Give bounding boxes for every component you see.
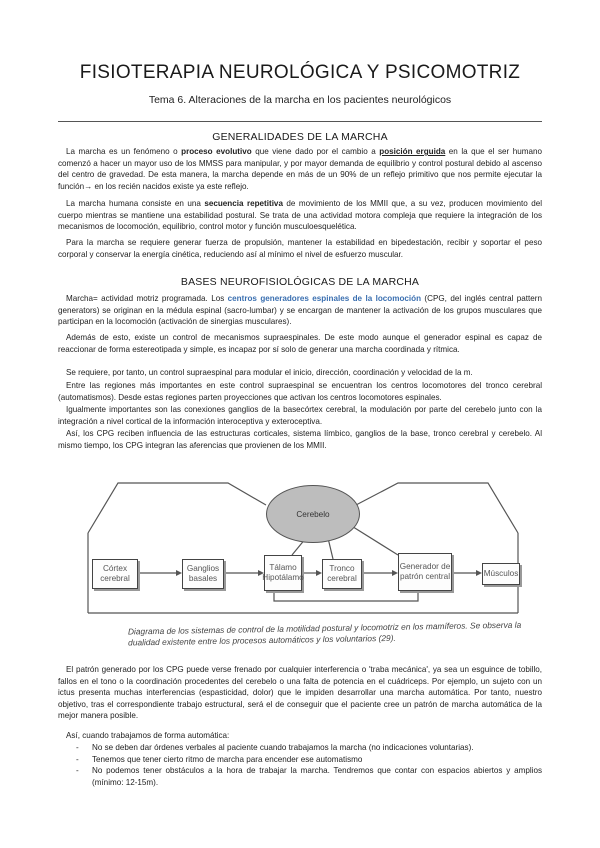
generator-label: Generador de patrón central — [399, 562, 451, 581]
paragraph: Se requiere, por tanto, un control supraespinal para modular el inicio, dirección, coordinación y velocidad de la m. — [66, 368, 473, 377]
paragraph: Marcha= actividad motriz programada. Los centros generadores espinales de la locomoción (CPG, del inglés central pattern generators) se originan en la médula espinal (sacro-lumbar) y se encargan de mantener la activación de los grupos musculares que participan en la locomoción (activación de sinergias musculares). — [58, 294, 542, 326]
paragraph: Igualmente importantes son las conexiones ganglios de la basecórtex cerebral, la modulación por parte del cerebelo junto con la integración a nivel cortical de la información interoceptiva y exteroceptiva. — [58, 405, 542, 426]
cerebellum-node — [266, 485, 360, 543]
cerebellum-label: Cerebelo — [296, 509, 330, 519]
paragraph: La marcha humana consiste en una secuencia repetitiva de movimiento de los MMII que, a su vez, producen movimiento del cuerpo mientras se mantiene una estabilidad postural. Se trata de una actividad motora compleja que requiere la integración de los mecanismos de locomoción, equilibrio, control motor y función musculoesquelética. — [58, 199, 543, 231]
list-item: - No se deben dar órdenes verbales al paciente cuando trabajamos la marcha (no indicaciones voluntarias). — [76, 743, 474, 752]
brainstem-node — [322, 559, 362, 589]
list-item: - Tenemos que tener cierto ritmo de marcha para encender ese automatismo — [76, 754, 363, 764]
paragraph: El patrón generado por los CPG puede verse frenado por cualquier interferencia o 'traba mecánica', ya sea un esguince de tobillo, fallos en el tono o la coordinación procedentes del cerebelo o una falta de potencia en el cuádriceps. Por ejemplo, un sujeto con un ictus presenta muchas interferencias (espasticidad, dolor) que le impiden desarrollar una marcha automática. Por tanto, nuestro objetivo, tras el correspondiente trabajo estructural, será el de conseguir que el paciente cree un patrón de marcha automática de la mejor manera posible. — [58, 665, 542, 720]
paragraph: Así, cuando trabajamos de forma automática: — [66, 731, 230, 740]
section-heading-bases: BASES NEUROFISIOLÓGICAS DE LA MARCHA — [180, 276, 420, 288]
muscles-node — [482, 563, 520, 585]
paragraph: La marcha es un fenómeno o proceso evolutivo que viene dado por el cambio a posición erguida en la que el ser humano comenzó a hacer un mayor uso de los MMSS para manipular, y por mayor demanda de equilibrio y control postural debido al ascenso del centro de gravedad. De esta manera, la marcha depende en más de un 90% de un reflejo primitivo que nos permite ejecutar la función→ en los recién nacidos existe ya este reflejo. — [58, 147, 542, 191]
muscles-label: Músculos — [483, 569, 519, 578]
list-item: - No podemos tener obstáculos a la hora de trabajar la marcha. Tendremos que contar con espacios abiertos y amplios (mínimo: 12-15m). — [76, 766, 542, 787]
brainstem-label: Tronco cerebral — [327, 564, 357, 583]
document-subtitle: Tema 6. Alteraciones de la marcha en los pacientes neurológicos — [148, 94, 452, 106]
paragraph: Así, los CPG reciben influencia de las estructuras corticales, sistema límbico, ganglios de la base, tronco cerebral y cerebelo. Al mismo tiempo, los CPG integran las aferencias que provienen de los MMII. — [58, 429, 542, 450]
thalamus-node — [264, 555, 302, 591]
outline-right — [356, 483, 518, 533]
paragraph: Entre las regiones más importantes en este control supraespinal se encuentran los centros locomotores del tronco cerebral (automatismos). Desde estas regiones parten proyecciones que activan los centros locomotores espinales. — [58, 381, 542, 402]
document-title: FISIOTERAPIA NEUROLÓGICA Y PSICOMOTRIZ — [79, 62, 521, 83]
ganglia-node — [182, 559, 224, 589]
automatic-work-list — [58, 742, 542, 788]
cortex-label: Córtex cerebral — [100, 564, 130, 583]
header-divider — [58, 121, 542, 122]
feedback-line — [274, 591, 418, 601]
generator-node — [398, 553, 452, 591]
cortex-node — [92, 559, 138, 589]
paragraph: Para la marcha se requiere generar fuerza de propulsión, mantener la estabilidad en bipedestación, recibir y soportar el peso corporal y conservar la energía cinética, reduciendo así al mínimo el nivel de esfuerzo muscular. — [58, 238, 542, 259]
outline-left — [88, 483, 266, 533]
figure-caption: Diagrama de los sistemas de control de la motilidad postural y locomotriz en los mamíferos. Se observa la dualidad existente entre los procesos automáticos y los voluntarios (29). — [127, 619, 522, 648]
link-cerebellum-generator — [350, 525, 398, 555]
motor-control-diagram — [78, 463, 524, 653]
section-heading-generalidades: GENERALIDADES DE LA MARCHA — [212, 131, 388, 143]
ganglia-label: Ganglios basales — [186, 564, 220, 583]
paragraph: Además de esto, existe un control de mecanismos supraespinales. De este modo aunque el generador espinal es capaz de reaccionar de forma estereotipada y simple, es incapaz por sí solo de generar una marcha coordinada y rítmica. — [58, 333, 542, 354]
thalamus-label: Tálamo Hipotálamo — [262, 563, 304, 582]
